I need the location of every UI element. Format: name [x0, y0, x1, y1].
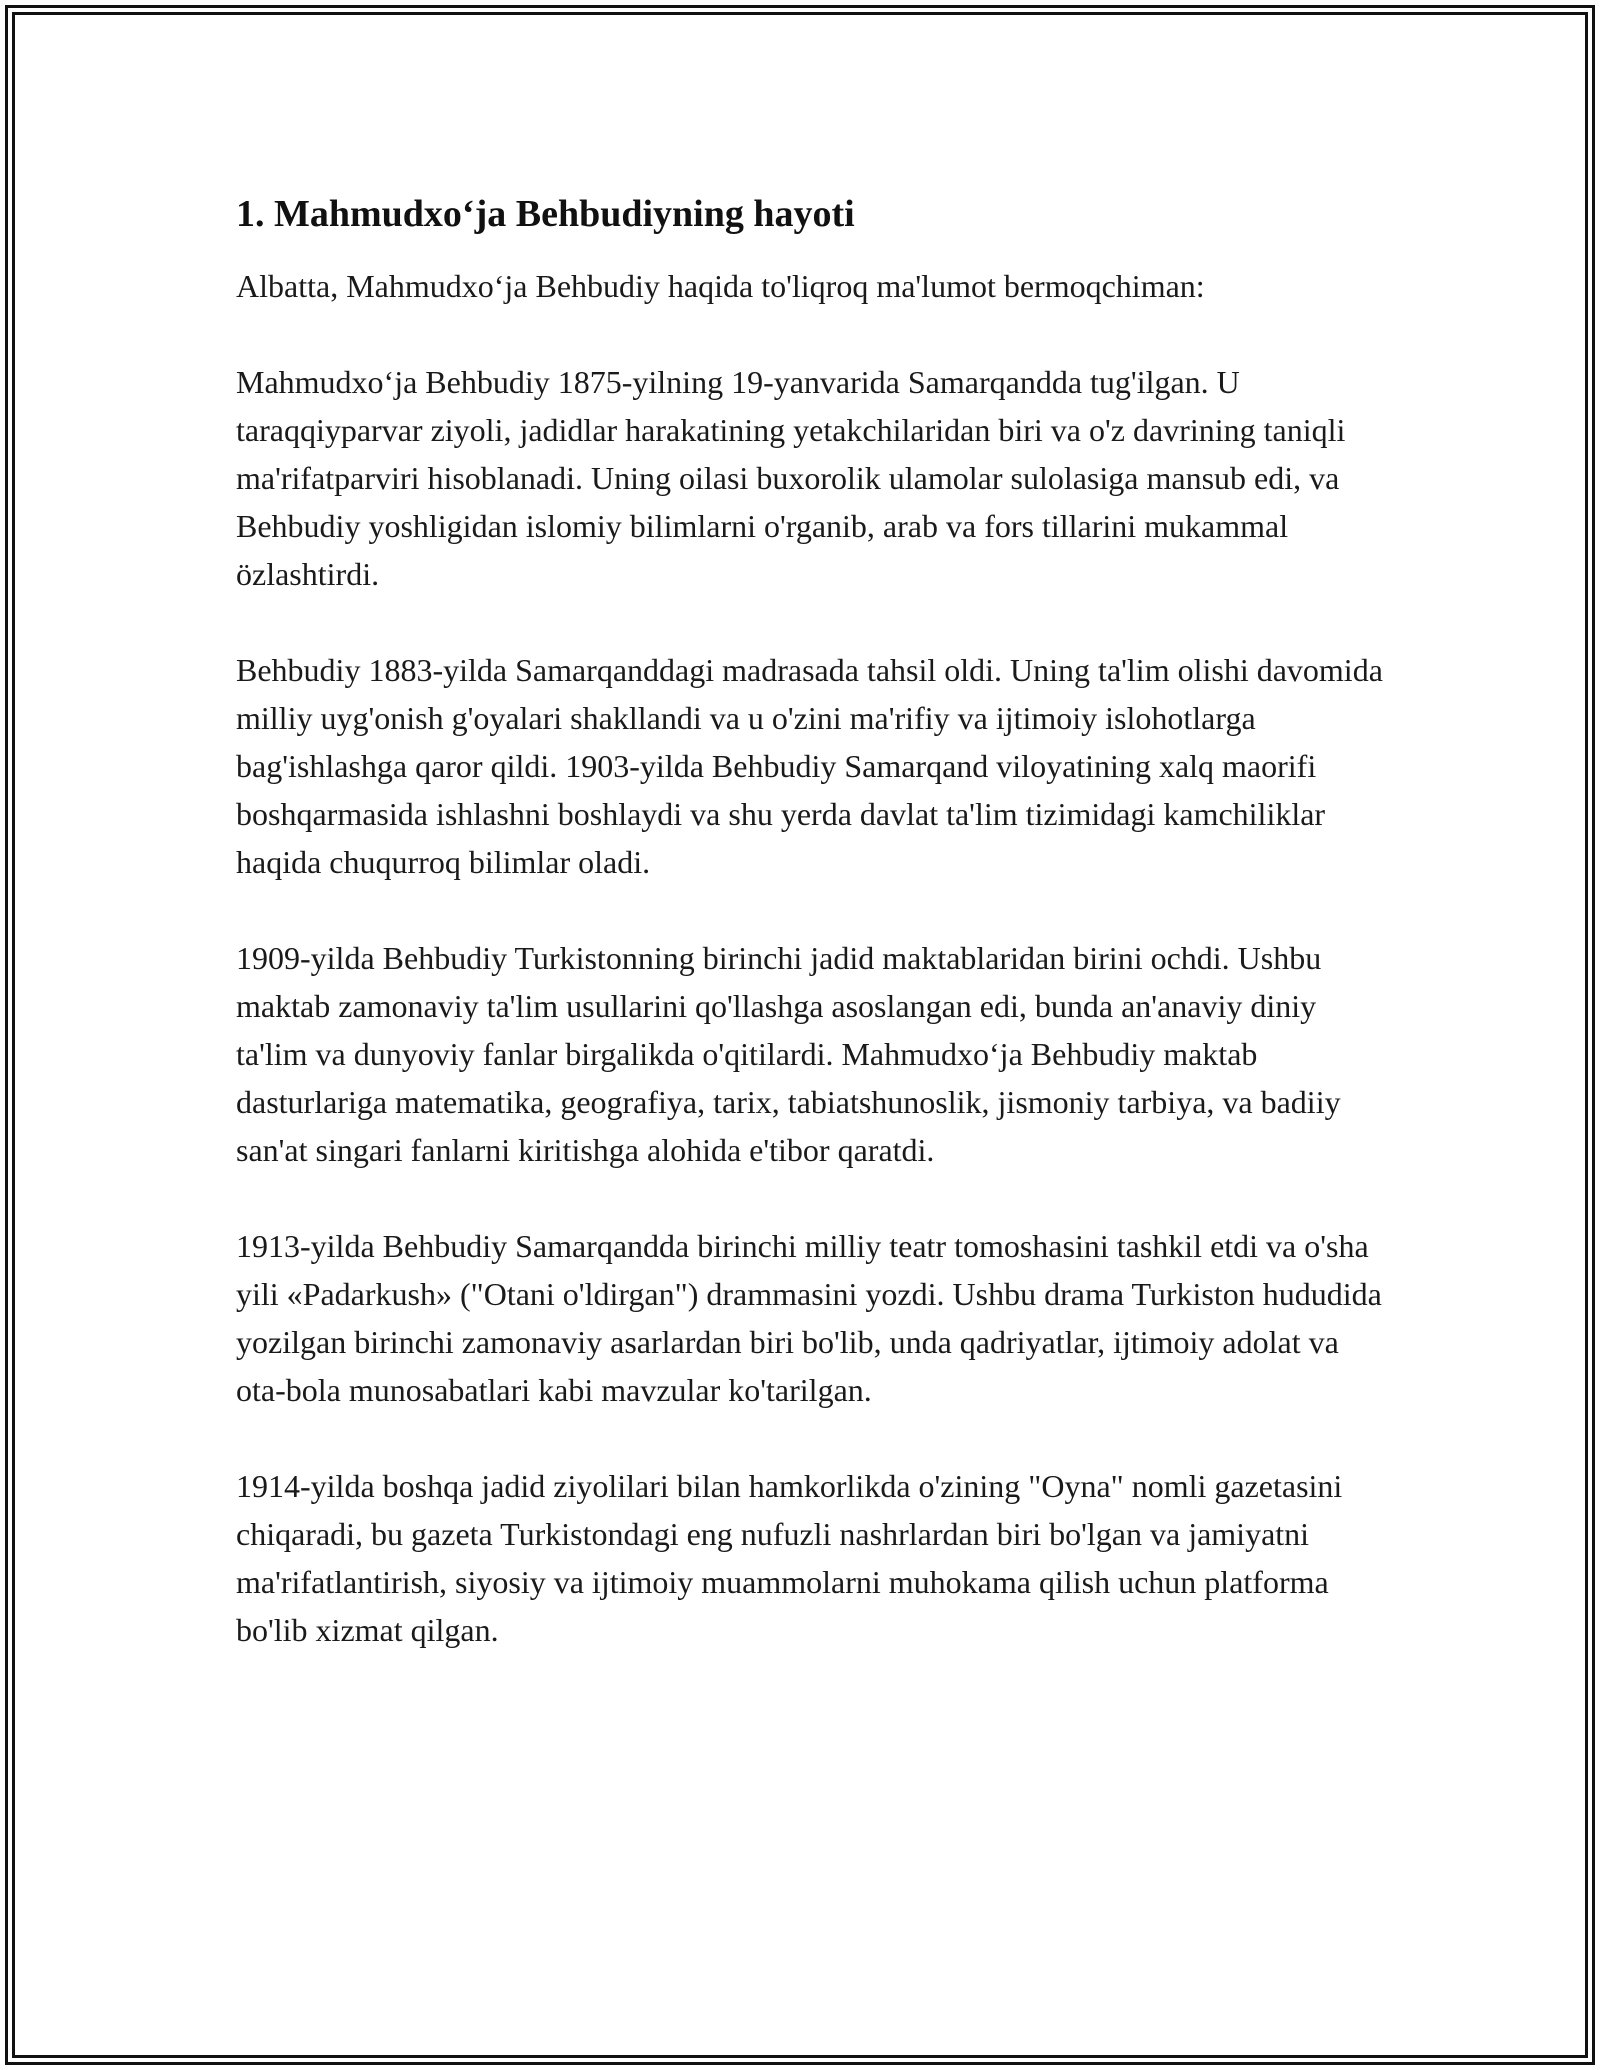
paragraph-birth: Mahmudxo‘ja Behbudiy 1875-yilning 19-yanvarida Samarqandda tug'ilgan. U taraqqiyparvar ziyoli, jadidlar harakatining yetakchilaridan biri va o'z davrining taniqli ma'rifatparviri hisoblanadi. Uning oilasi buxorolik ulamolar sulolasiga mansub edi, va Behbudiy yoshligidan islomiy bilimlarni o'rganib, arab va fors tillarini mukammal özlashtirdi. [236, 364, 1346, 592]
paragraph-newspaper: 1914-yilda boshqa jadid ziyolilari bilan hamkorlikda o'zining "Oyna" nomli gazetasini chiqaradi, bu gazeta Turkistondagi eng nufuzli nashrlardan biri bo'lgan va jamiyatni ma'rifatlantirish, siyosiy va ijtimoiy muammolarni muhokama qilish uchun platforma bo'lib xizmat qilgan. [236, 1468, 1343, 1648]
section-heading: 1. Mahmudxo‘ja Behbudiyning hayoti [236, 193, 855, 235]
intro-paragraph: Albatta, Mahmudxo‘ja Behbudiy haqida to'liqroq ma'lumot bermoqchiman: [236, 268, 1205, 304]
paragraph-school: 1909-yilda Behbudiy Turkistonning birinchi jadid maktablaridan birini ochdi. Ushbu maktab zamonaviy ta'lim usullarini qo'llashga asoslangan edi, bunda an'anaviy diniy ta'lim va dunyoviy fanlar birgalikda o'qitilardi. Mahmudxo‘ja Behbudiy maktab dasturlariga matematika, geografiya, tarix, tabiatshunoslik, jismoniy tarbiya, va badiiy san'at singari fanlarni kiritishga alohida e'tibor qaratdi. [236, 940, 1341, 1168]
document-body [236, 188, 1386, 1702]
paragraph-theatre: 1913-yilda Behbudiy Samarqandda birinchi milliy teatr tomoshasini tashkil etdi va o'sha yili «Padarkush» ("Otani o'ldirgan") drammasini yozdi. Ushbu drama Turkiston hududida yozilgan birinchi zamonaviy asarlardan biri bo'lib, unda qadriyatlar, ijtimoiy adolat va ota-bola munosabatlari kabi mavzular ko'tarilgan. [236, 1228, 1382, 1408]
paragraph-education: Behbudiy 1883-yilda Samarqanddagi madrasada tahsil oldi. Uning ta'lim olishi davomida milliy uyg'onish g'oyalari shakllandi va u o'zini ma'rifiy va ijtimoiy islohotlarga bag'ishlashga qaror qildi. 1903-yilda Behbudiy Samarqand viloyatining xalq maorifi boshqarmasida ishlashni boshlaydi va shu yerda davlat ta'lim tizimidagi kamchiliklar haqida chuqurroq bilimlar oladi. [236, 652, 1383, 880]
